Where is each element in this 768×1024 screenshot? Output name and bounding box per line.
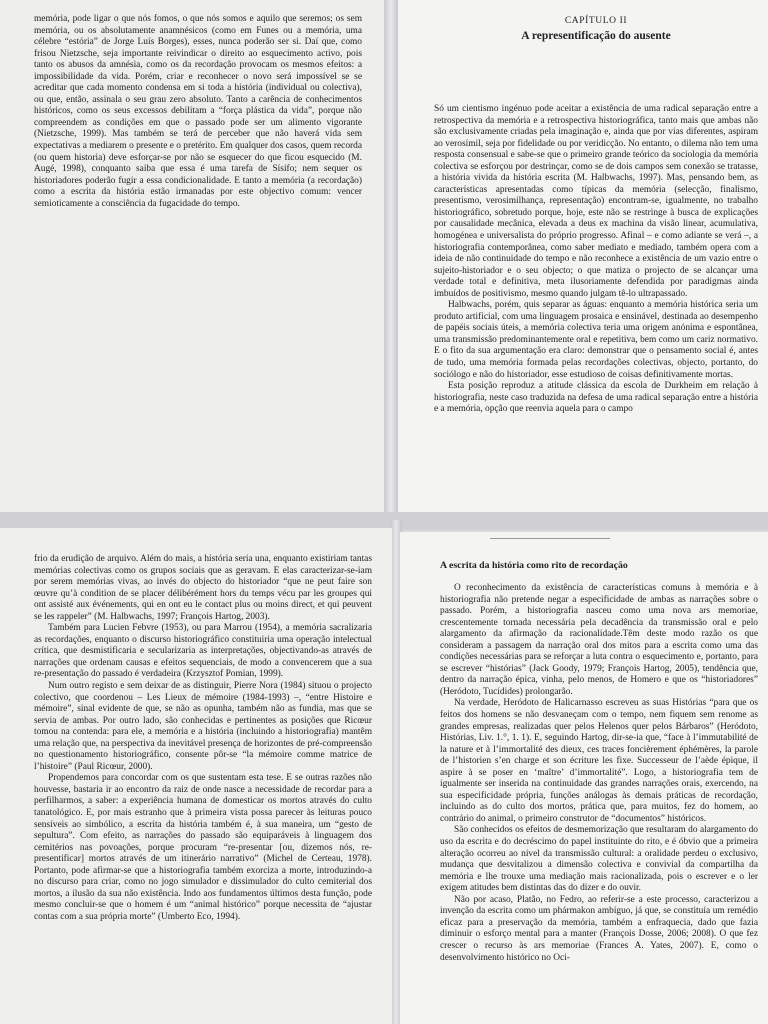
page-body [34,14,362,210]
page-bottom-right [400,532,768,1024]
page-body [440,583,758,964]
body-paragraph: memória, pode ligar o que nós fomos, o que nós somos e aquilo que seremos; os sem memória, ou os absolutamente anamnésicos (como em Funes ou a memória, uma célebre “estória” de Jorge Luís Borges), esses, nunca poderão ser si. Daí que, como frisou Nietzsche, seja importante reivindicar o direito ao esquecimento activo, pois tanto os abusos da amnésia, como os da recordação provocam os mesmos efeitos: a impossibilidade da vida. Porém, criar e reconhecer o novo será impossível se se acreditar que cada momento condensa em si toda a história (individual ou colectiva), ou que, então, assinala o seu grau zero absoluto. Tanto a carência de conhecimentos históricos, como os seus excessos debilitam a “força plástica da vida”, porque não compreendem as condições em que o passado pode ser um alimento vigorante (Nietzsche, 1999). Mas também se terá de perceber que não haverá vida sem expectativas a mediarem o presente e o pretérito. Em qualquer dos casos, quem recorda (ou quem historia) deve esforçar-se por não se esquecer do que ficou esquecido (M. Augé, 1998), conquanto saiba que essa é uma tarefa de Sísifo; nem sequer os historiadores poderão fugir a essa condicionalidade. E tanto a memória (a recordação) como a escrita da história estão irmanadas por este objectivo comum: vencer semioticamente a consciência da fugacidade do tempo. [34,14,362,209]
body-paragraph: frio da erudição de arquivo. Além do mais, a história seria una, enquanto existiriam tantas memórias colectivas como os grupos sociais que as geravam. E elas caracterizar-se-iam por serem memórias vivas, ao invés do objecto do historiador “que ne peut faire son œuvre qu’à condition de se placer délibérément hors du temps vécu par les groupes qui ont assisté aux événements, qui en ont eu le contact plus ou moins direct, et qui peuvent se les rappeler” (M. Halbwachs, 1997; François Hartog, 2003). [34,554,372,622]
header-rule [490,538,610,539]
page-body [34,554,372,924]
body-paragraph: Só um cientismo ingénuo pode aceitar a existência de uma radical separação entre a retrospectiva da memória e a retrospectiva historiográfica, tanto mais que ambas não são exclusivamente criadas pela imaginação e, ainda que por vias diferentes, aspiram ao verosímil, seja por fidelidade ou por veridicção. No entanto, o dilema não tem uma resposta consensual e sabe-se que o primeiro grande teórico da sociologia da memória colectiva se esforçou por destrinçar, como se de dois campos sem conexão se tratasse, a história vivida da história escrita (M. Halbwachs, 1997). Mas, pensando bem, as características apresentadas como típicas da memória (selecção, finalismo, presentismo, verosimilhança, representação) encontram-se, igualmente, no trabalho historiográfico, sobretudo porque, hoje, este não se restringe à busca de explicações por causalidade mecânica, elevada a deus ex machina da visão linear, acumulativa, homogénea e universalista do próprio progresso. Afinal – e como adiante se verá –, a historiografia contemporânea, como saber mediato e mediado, também opera com a ideia de não continuidade do tempo e não reconhece a existência de um vazio entre o sujeito-historiador e o seu objecto; o que matiza o projecto de se alcançar uma verdade total e definitiva, meta ilusoriamente defendida por paradigmas ainda imbuídos de positivismo, mesmo quando julgam tê-lo ultrapassado. [434,104,758,299]
body-paragraph: Num outro registo e sem deixar de as distinguir, Pierre Nora (1984) situou o projecto colectivo, que coordenou – Les Lieux de mémoire (1984-1993) –, “entre Histoire e mémoire”, sinal evidente de que, se não as opunha, também não as fundia, mas que se servia de ambas. Por outro lado, são conhecidas e pertinentes as posições que Ricœur tomou na contenda: para ele, a memória e a história (incluindo a historiografia) mantêm uma relação que, na perspectiva da inevitável presença de horizontes de pré-compreensão no questionamento historiográfico, consente pôr-se “la mémoire comme matrice de l’histoire” (Paul Ricœur, 2000). [34,681,372,772]
chapter-title: A representificação do ausente [521,30,671,42]
page-body [434,104,758,416]
body-paragraph: Propendemos para concordar com os que sustentam esta tese. E se outras razões não houvesse, bastaria ir ao encontro da raiz de onde nasce a necessidade de recordar para a perfilharmos, a saber: a experiência humana de domesticar os mortos através do culto tanatológico. E, por mais estranho que à primeira vista possa parecer às leituras pouco sensíveis ao simbólico, a escrita da história também é, à sua maneira, um “gesto de sepultura”. Com efeito, as narrações do passado são equiparáveis à linguagem dos cemitérios nas povoações, porque procuram “re-presentar [ou, dizemos nós, re-presentificar] mortos através de um itinerário narrativo” (Michel de Certeau, 1978). Portanto, pode afirmar-se que a historiografia também exorciza a morte, introduzindo-a no discurso para criar, como no jogo simulador e dissimulador do culto cemiterial dos mortos, a ilusão da sua não existência. Indo aos fundamentos últimos desta função, pode mesmo concluir-se que o homem é um “animal histórico” porque necessita de “ajustar contas com a sua própria morte” (Umberto Eco, 1994). [34,773,372,922]
section-title: A escrita da história como rito de recordação [440,560,628,571]
body-paragraph: O reconhecimento da existência de características comuns à memória e à historiografia não pretende negar a especificidade de ambas as narrações sobre o passado. Porém, a historiografia nasceu como uma nova ars memoriae, crescentemente tornada necessária pela decadência da transmissão oral e pelo alargamento da afirmação da racionalidade.Têm deste modo razão os que consideram a passagem da narração oral dos mitos para a escrita como uma das condições necessárias para se reforçar a luta contra o esquecimento e, portanto, para se escrever “histórias” (Jack Goody, 1979; François Hartog, 2005), tendência que, dentro da narração épica, vinha, pelo menos, de Homero e que os “historiadores” (Heródoto, Tucídides) prolongarão. [440,583,758,697]
page-bottom-left [0,528,392,1024]
chapter-label: CAPÍTULO II [564,16,628,26]
page-top-left [0,0,384,512]
page-top-right [398,0,768,512]
body-paragraph: Esta posição reproduz a atitude clássica da escola de Durkheim em relação à historiografia, neste caso traduzida na defesa de uma radical separação entre a história e a memória, opção que reenvia aquela para o campo [434,381,758,415]
body-paragraph: Também para Lucien Febvre (1953), ou para Marrou (1954), a memória sacralizaria as recordações, enquanto o discurso historiográfico constituiria uma operação intelectual crítica, que desmistificaria e secularizaria as interpretações, objectivando-as através de narrações que ordenam causas e efeitos sequenciais, de modo a convencerem que a sua re-presentação do passado é verdadeira (Krzysztof Pomian, 1999). [34,623,372,680]
body-paragraph: Na verdade, Heródoto de Halicarnasso escreveu as suas Histórias “para que os feitos dos homens se não desvaneçam com o tempo, nem fiquem sem renome as grandes empresas, realizadas quer pelos Helenos quer pelos Bárbaros” (Heródoto, Histórias, Liv. 1.°, 1. 1). E, seguindo Hartog, dir-se-ia que, “face à l’immutabilité de la nature et à l’immortalité des dieux, ces traces foncièrement éphémères, la parole de l’historien s’en charge et son écriture les fixe. Successeur de l’aède épique, il aspire à se poser en ‘maître’ d’immortalité”. Logo, a historiografia tem de igualmente ser inserida na continuidade das grandes narrações orais, exercendo, na sua especificidade própria, funções análogas às demais práticas de recordação, incluindo as do culto dos mortos, prática que, para muitos, fez do homem, ao contrário do animal, o primeiro construtor de “documentos” históricos. [440,698,758,824]
body-paragraph: São conhecidos os efeitos de desmemorização que resultaram do alargamento do uso da escrita e do decréscimo do papel instituinte do rito, e é óbvio que a primeira alteração ocorreu ao nível da transmissão cultural: a oralidade perdeu o exclusivo, mudança que desvitalizou a dimensão colectiva e convivial da compartilha da memória e lhe trouxe uma mediação mais racionalizada, pois o escrever e o ler exigem atitudes bem distintas das do dizer e do ouvir. [440,825,758,894]
body-paragraph: Não por acaso, Platão, no Fedro, ao referir-se a este processo, caracterizou a invenção da escrita como um phármakon ambíguo, já que, se constituía um remédio eficaz para a preservação da memória, também a enfraquecia, dado que fazia diminuir o esforço mental para a manter (François Dosse, 2006; 2008). O que fez crescer o recurso às ars memoriae (Frances A. Yates, 2007). E, como o desenvolvimento histórico no Oci- [440,894,758,963]
body-paragraph: Halbwachs, porém, quis separar as águas: enquanto a memória histórica seria um produto artificial, com uma linguagem prosaica e ensinável, destinada ao desempenho de papéis sociais úteis, a memória colectiva teria uma origem anónima e espontânea, uma transmissão predominantemente oral e repetitiva, bem como um cariz normativo. E o fito da sua argumentação era claro: demonstrar que o pensamento social é, antes de tudo, uma memória formada pelas recordações colectivas, objecto, portanto, do sociólogo e não do historiador, esse estudioso de coisas definitivamente mortas. [434,300,758,380]
